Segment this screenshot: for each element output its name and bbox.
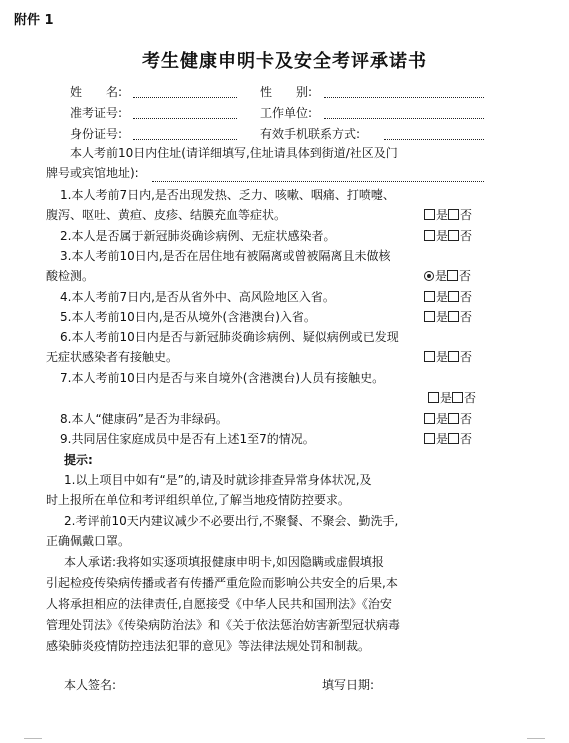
checkbox-icon[interactable] — [424, 413, 435, 424]
question-6-line2: 无症状感染者有接触史。 — [46, 350, 179, 364]
attachment-label: 附件 1 — [14, 13, 54, 28]
tip-2-line2: 正确佩戴口罩。 — [46, 534, 131, 548]
phone-label: 有效手机联系方式: — [260, 127, 361, 141]
question-2: 2.本人是否属于新冠肺炎确诊病例、无症状感染者。 — [60, 229, 336, 243]
selected-radio-icon[interactable] — [424, 271, 434, 281]
phone-blank[interactable] — [384, 126, 484, 140]
checkbox-icon[interactable] — [424, 433, 435, 444]
tip-1-line2: 时上报所在单位和考评组织单位,了解当地疫情防控要求。 — [46, 493, 350, 507]
checkbox-icon[interactable] — [448, 351, 459, 362]
checkbox-icon[interactable] — [424, 230, 435, 241]
pledge-line-1: 本人承诺:我将如实逐项填报健康申明卡,如因隐瞒或虚假填报 — [64, 555, 384, 569]
tip-2-line1: 2.考评前10天内建议减少不必要出行,不聚餐、不聚会、勤洗手, — [64, 514, 399, 528]
checkbox-icon[interactable] — [448, 433, 459, 444]
admission-number-blank[interactable] — [133, 105, 237, 119]
name-label: 姓 名: — [70, 85, 123, 99]
checkbox-icon[interactable] — [428, 392, 439, 403]
question-7: 7.本人考前10日内是否与来自境外(含港澳台)人员有接触史。 — [60, 371, 385, 385]
question-1-line1: 1.本人考前7日内,是否出现发热、乏力、咳嗽、咽痛、打喷嚏、 — [60, 188, 395, 202]
question-3-answer[interactable]: 是 否 — [424, 266, 471, 286]
pledge-line-4: 管理处罚法》《传染病防治法》和《关于依法惩治妨害新型冠状病毒 — [46, 618, 401, 632]
checkbox-icon[interactable] — [448, 291, 459, 302]
checkbox-icon[interactable] — [452, 392, 463, 403]
question-1-line2: 腹泻、呕吐、黄疸、皮疹、结膜充血等症状。 — [46, 208, 287, 222]
checkbox-icon[interactable] — [448, 209, 459, 220]
question-4: 4.本人考前7日内,是否从省外中、高风险地区入省。 — [60, 290, 335, 304]
checkbox-icon[interactable] — [448, 311, 459, 322]
tip-1-line1: 1.以上项目中如有“是”的,请及时就诊排查异常身体状况,及 — [64, 473, 372, 487]
signature-label: 本人签名: — [64, 678, 117, 692]
question-9-answer[interactable]: 是 否 — [424, 429, 472, 449]
date-label: 填写日期: — [322, 678, 375, 692]
question-7-answer[interactable]: 是 否 — [428, 388, 476, 408]
question-2-answer[interactable]: 是 否 — [424, 226, 472, 246]
question-5: 5.本人考前10日内,是否从境外(含港澳台)入省。 — [60, 310, 316, 324]
checkbox-icon[interactable] — [424, 209, 435, 220]
checkbox-icon[interactable] — [424, 311, 435, 322]
checkbox-icon[interactable] — [448, 230, 459, 241]
question-1-answer[interactable]: 是 否 — [424, 205, 472, 225]
question-6-answer[interactable]: 是 否 — [424, 347, 472, 367]
tips-heading: 提示: — [64, 453, 93, 467]
question-5-answer[interactable]: 是 否 — [424, 307, 472, 327]
question-3-line1: 3.本人考前10日内,是否在居住地有被隔离或曾被隔离且未做核 — [60, 249, 391, 263]
id-number-label: 身份证号: — [70, 127, 123, 141]
pledge-line-3: 人将承担相应的法律责任,自愿接受《中华人民共和国刑法》《治安 — [46, 597, 392, 611]
address-blank[interactable] — [152, 168, 484, 182]
pledge-line-2: 引起检疫传染病传播或者有传播严重危险而影响公共安全的后果,本 — [46, 576, 398, 590]
gender-blank[interactable] — [324, 84, 484, 98]
checkbox-icon[interactable] — [424, 291, 435, 302]
id-number-blank[interactable] — [133, 126, 237, 140]
checkbox-icon[interactable] — [424, 351, 435, 362]
question-9: 9.共同居住家庭成员中是否有上述1至7的情况。 — [60, 432, 315, 446]
pledge-line-5: 感染肺炎疫情防控违法犯罪的意见》等法律法规处罚和制裁。 — [46, 639, 371, 653]
question-4-answer[interactable]: 是 否 — [424, 287, 472, 307]
question-3-line2: 酸检测。 — [46, 269, 95, 283]
question-6-line1: 6.本人考前10日内是否与新冠肺炎确诊病例、疑似病例或已发现 — [60, 330, 399, 344]
page-corner-mark — [527, 738, 545, 739]
employer-blank[interactable] — [324, 105, 484, 119]
gender-label: 性 别: — [260, 85, 313, 99]
question-8-answer[interactable]: 是 否 — [424, 409, 472, 429]
page-corner-mark — [24, 738, 42, 739]
address-instruction-line1: 本人考前10日内住址(请详细填写,住址请具体到街道/社区及门 — [70, 146, 398, 160]
checkbox-icon[interactable] — [447, 270, 458, 281]
employer-label: 工作单位: — [260, 106, 313, 120]
address-instruction-line2: 牌号或宾馆地址): — [46, 166, 139, 180]
name-blank[interactable] — [133, 84, 237, 98]
document-title: 考生健康申明卡及安全考评承诺书 — [142, 51, 427, 72]
checkbox-icon[interactable] — [448, 413, 459, 424]
question-8: 8.本人“健康码”是否为非绿码。 — [60, 412, 228, 426]
admission-number-label: 准考证号: — [70, 106, 123, 120]
